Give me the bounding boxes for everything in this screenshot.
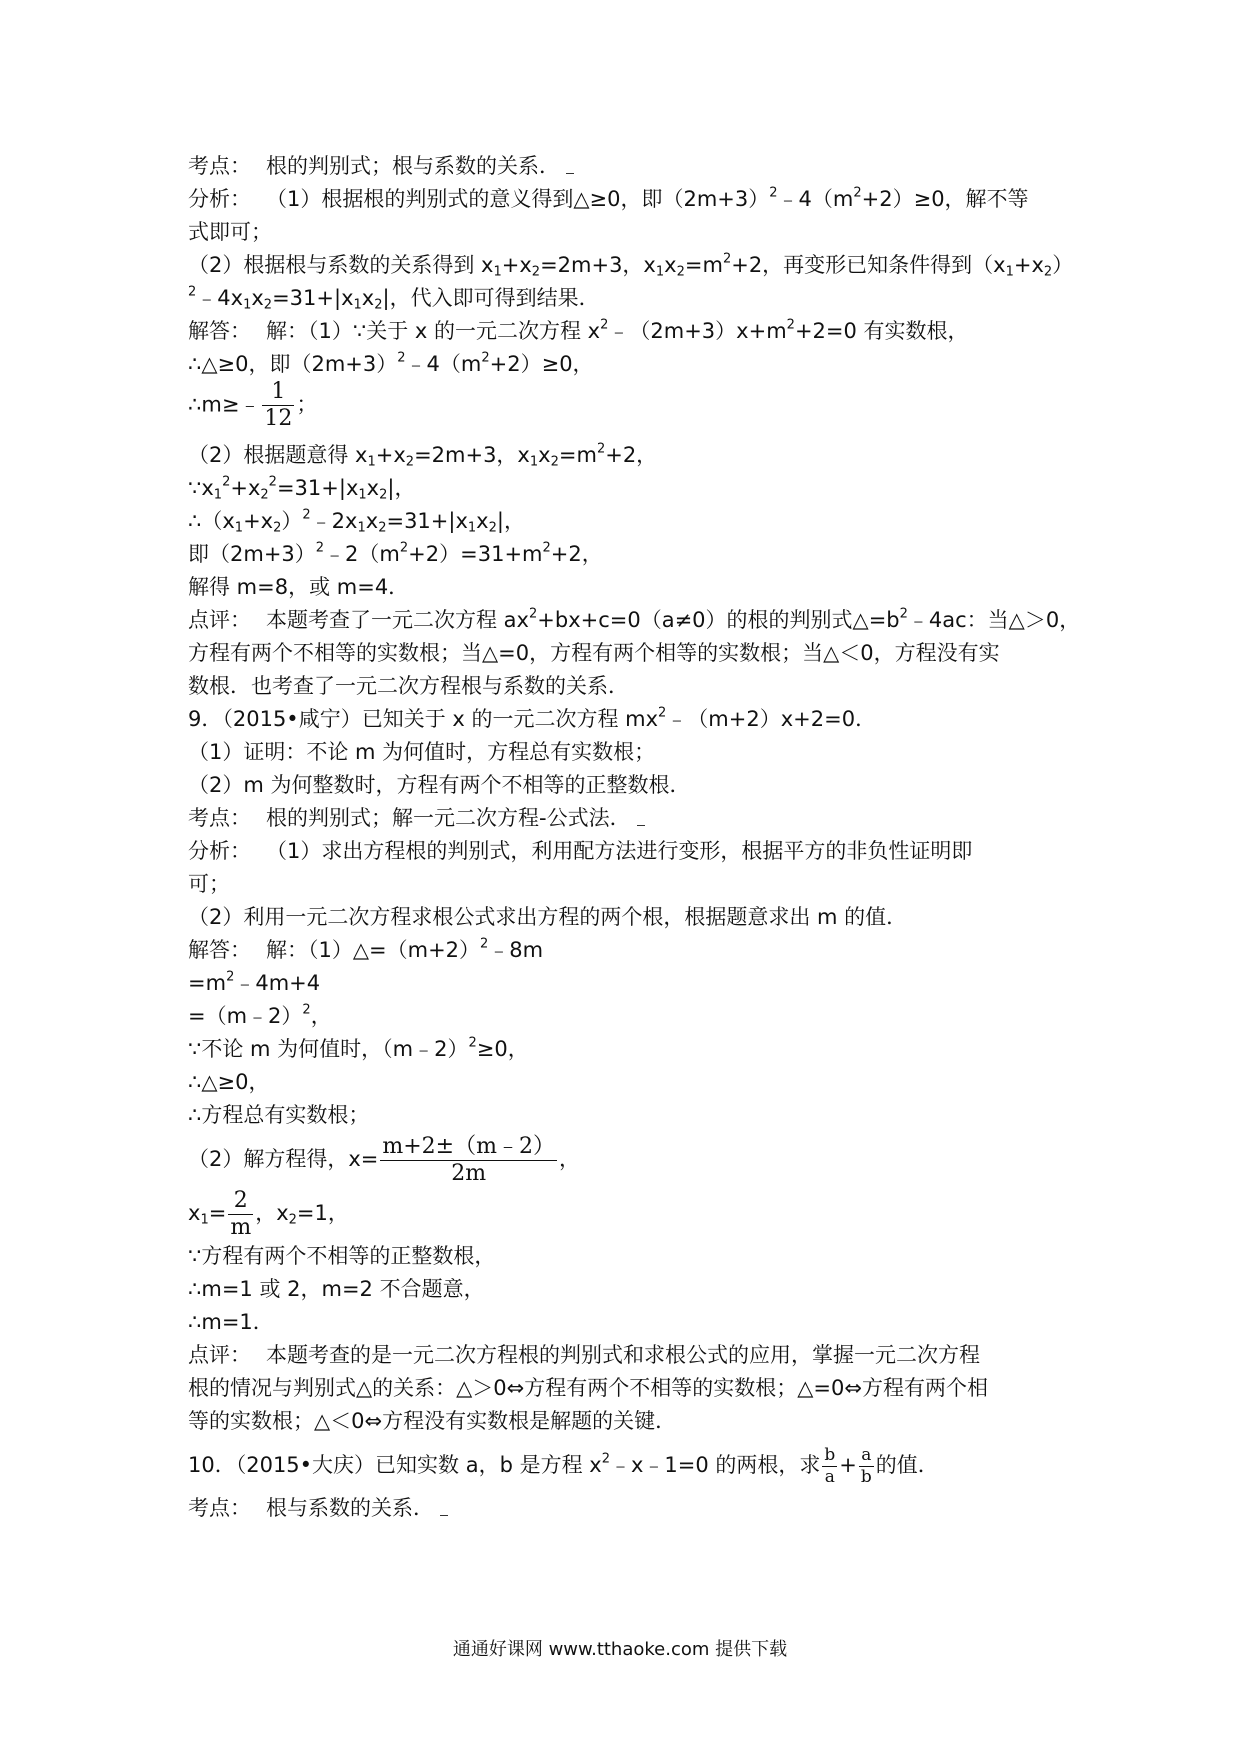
line-jieda-6: $\therefore(x_1+x_2)^2﹣2x_1x_2=31+|x_1x_2|$， — [188, 507, 525, 536]
line-fenxi-2: （2）根据根与系数的关系得到 $x_1+x_2=2m+3$，$x_1x_2=m^2+2$，再变形已知条件得到$(x_1+x_2)$ — [188, 251, 1074, 280]
line-question-9: 9．（2015•咸宁）已知关于 x 的一元二次方程 $mx^2﹣(m+2)x+2=0$． — [188, 705, 877, 731]
line-fenxi-2-cont: $^2﹣4x_1x_2=31+|x_1x_2|$，代入即可得到结果． — [188, 284, 600, 313]
line-jieda-2: ∴△≥0，即$(2m+3)^2﹣4(m^2+2)\ge 0$， — [188, 350, 594, 376]
line-fenxi-3-cont: 可； — [188, 872, 230, 896]
line-dianping-1: 点评： 本题考查了一元二次方程 $ax^2+bx+c=0(a\ne 0)$的根的判别式$\triangle=b^2﹣4ac$：当△＞0， — [188, 606, 1081, 632]
line-dianping-2: 方程有两个不相等的实数根；当△=0，方程有两个相等的实数根；当△＜0，方程没有实 — [188, 641, 1000, 665]
line-kaodian-1: 考点： 根的判别式；根与系数的关系． — [188, 150, 1068, 183]
line-jieda-12: ∵不论 m 为何值时，（m﹣2）$^2$≥0， — [188, 1035, 529, 1061]
line-jieda-3: ∴m≥﹣ $\frac{1}{12}$ ； — [188, 379, 318, 431]
line-fenxi-4: （2）利用一元二次方程求根公式求出方程的两个根，根据题意求出 m 的值． — [188, 905, 908, 929]
line-jieda-11: =（m﹣2）$^2$， — [188, 1002, 332, 1028]
line-fenxi-1-cont: 式即可； — [188, 220, 272, 244]
line-jieda-1: 解答： 解：（1）∵关于 x 的一元二次方程 $x^2﹣(2m+3)x+m^2+2=0$ 有实数根， — [188, 317, 969, 343]
line-jieda-4: （2）根据题意得 $x_1+x_2=2m+3$，$x_1x_2=m^2+2$， — [188, 441, 658, 470]
line-dianping-6: 等的实数根；△＜0⇔方程没有实数根是解题的关键． — [188, 1409, 677, 1433]
fraction-b-over-a: $\frac{b}{a}$ — [824, 1444, 836, 1487]
line-jieda-5: $\because x_1^2+x_2^2=31+|x_1x_2|$， — [188, 474, 416, 503]
page-footer: 通通好课网 www.tthaoke.com 提供下载 — [452, 1639, 788, 1660]
line-jieda-17: ∵方程有两个不相等的正整数根， — [188, 1244, 496, 1268]
line-kaodian-3: 考点： 根与系数的关系． — [188, 1492, 1068, 1525]
line-fenxi-3: 分析： （1）求出方程根的判别式，利用配方法进行变形，根据平方的非负性证明即 — [188, 839, 973, 863]
fraction-minus-one-twelfth: $\frac{1}{12}$ — [264, 379, 293, 431]
line-question-9-part2: （2）m 为何整数时，方程有两个不相等的正整数根． — [188, 773, 691, 797]
line-jieda-19: ∴m=1． — [188, 1310, 274, 1334]
fraction-root-formula: $\frac{m+2\pm(m﹣2)}{2m}$ — [382, 1133, 555, 1186]
fraction-a-over-b: $\frac{a}{b}$ — [860, 1444, 872, 1487]
line-kaodian-2: 考点： 根的判别式；解一元二次方程-公式法． — [188, 802, 1068, 835]
line-dianping-4: 点评： 本题考查的是一元二次方程根的判别式和求根公式的应用，掌握一元二次方程 — [188, 1343, 980, 1367]
end-mark — [566, 161, 574, 174]
document-body — [188, 150, 1081, 1525]
line-jieda-16: $x_1=$ $\frac{2}{m}$ ，$x_2=1$， — [188, 1187, 349, 1240]
line-dianping-5: 根的情况与判别式△的关系：△＞0⇔方程有两个不相等的实数根；△=0⇔方程有两个相 — [188, 1376, 988, 1400]
line-dianping-3: 数根．也考查了一元二次方程根与系数的关系． — [188, 674, 629, 698]
fraction-two-over-m: $\frac{2}{m}$ — [230, 1187, 252, 1240]
end-mark — [440, 1503, 448, 1516]
line-jieda-7: 即$(2m+3)^2﹣2(m^2+2)=31+m^2+2$， — [188, 540, 603, 566]
end-mark — [637, 813, 645, 826]
line-jieda-18: ∴m=1 或 2，m=2 不合题意， — [188, 1277, 485, 1301]
line-question-9-part1: （1）证明：不论 m 为何值时，方程总有实数根； — [188, 740, 656, 764]
line-jieda-14: ∴方程总有实数根； — [188, 1103, 370, 1127]
line-jieda-8: 解得 m=8，或 m=4． — [188, 575, 410, 599]
line-fenxi-1: 分析： （1）根据根的判别式的意义得到△≥0，即$(2m+3)^2﹣4(m^2+2)\ge 0$，解不等 — [188, 185, 1029, 211]
line-jieda-15: （2）解方程得，x= $\frac{m+2\pm(m﹣2)}{2m}$ ， — [188, 1133, 580, 1186]
line-jieda-9: 解答： 解：$(1)\triangle=(m+2)^2﹣8m$ — [188, 936, 544, 962]
line-jieda-13: ∴△≥0， — [188, 1070, 270, 1094]
line-jieda-10: $=m^2﹣4m+4$ — [188, 969, 321, 995]
line-question-10: 10．（2015•大庆）已知实数 a，b 是方程 $x^2﹣x﹣1=0$ 的两根，求 $\frac{b}{a}$ + $\frac{a}{b}$ 的值． — [188, 1444, 939, 1487]
